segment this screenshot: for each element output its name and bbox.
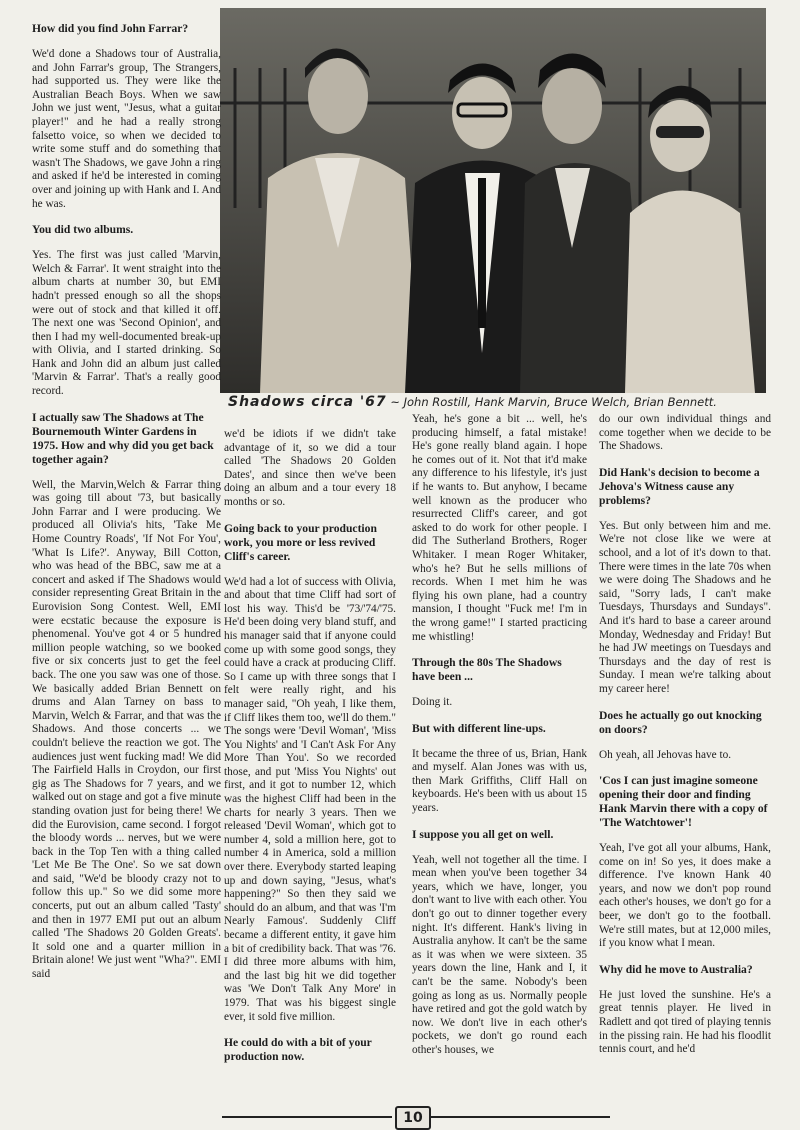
interview-question: You did two albums. [32,223,134,237]
interview-answer: Yeah, well not together all the time. I mean when you've been together 34 years, which we have, longer, you don't want to live with each other. You don't go out to dinner together every night. It's different. Hank's living in Australia anyhow. It can't be the same as it was when we were sixteen. 35 years down the line, Hank and I, it can't be the same. Nobody's been going as long as us. Normally people have retired and got the gold watch by now. We don't live in each other's pockets, we don't go round each other's houses, we [412,853,587,1056]
column-2 [224,428,396,1076]
interview-question: 'Cos I can just imagine someone opening their door and finding Hank Marvin there with a copy of 'The Watchtower'! [599,774,768,830]
interview-answer: Oh yeah, all Jehovas have to. [599,748,732,761]
interview-answer: We'd had a lot of success with Olivia, and about that time Cliff had sort of lost his way. This'd be '73/'74/'75. He'd been doing very bland stuff, and his manager said that if anyone could come up with some good songs, they could have a crack at producing Cliff. So I came up with three songs that I felt were really right, and his manager said, "Oh yeah, I like them, if Cliff likes them too, we'll do them." The songs were 'Devil Woman', 'Miss You Nights' and 'I Can't Ask For Any More Than You'. So we recorded those, and put 'Miss You Nights' out first, and it got to number 12, which was the highest Cliff had been in the charts for nearly 3 years. Then we released 'Devil Woman', which got to number 4, sold a million here, got to number 4 in America, sold a million over there. Everybody started leaping up and down saying, "Jesus, what's happening?" So then they said we should do an album, and that was 'I'm Nearly Famous'. Suddenly Cliff became a different entity, it gave him a bit of credibility back. That was '76. I did three more albums with him, and the last big hit we did together was 'We Don't Talk Any More' in 1979. That was his biggest single ever, it sold five million. [224,575,396,1023]
column-4 [599,413,771,1069]
band-photo-illustration [220,8,766,393]
interview-answer: Doing it. [412,696,453,709]
interview-question: Going back to your production work, you more or less revived Cliff's career. [224,521,377,563]
interview-question: Through the 80s The Shadows have been ... [412,656,562,684]
interview-question: I suppose you all get on well. [412,827,554,841]
interview-answer: we'd be idiots if we didn't take advantage of it, so we did a tour called 'The Shadows 20 Golden Dates', and since then we've been doing an album and a tour every 18 months or so. [224,428,396,508]
interview-answer: Yeah, he's gone a bit ... well, he's producing himself, a fatal mistake! He's gone really bland again. I hope he comes out of it. Not that it'd make any difference to his lifestyle, it's just if he wants to. But anyhow, I became well known as the producer who resurrected Cliff's career, and got asked to do work for other people. I did The Sutherland Brothers, Roger Whitaker. I mean Roger Whitaker, who's he? But he sells millions of records. When I met him he was flying his own plane, had a country mansion, I thought "Fuck me! I'm in the wrong game!" I started practicing me whistling! [412,413,587,643]
page-number: 10 [395,1106,431,1130]
interview-question: Did Hank's decision to become a Jehova's Witness cause any problems? [599,465,760,507]
interview-answer: Yes. But only between him and me. We're not close like we were at school, and a lot of it's down to that. There were times in the late 70s when we were doing The Shadows and he said, "Sorry lads, I can't make Tuesdays, Thursdays and Sundays". And it's hard to base a career around Monday, Wednesday and Friday! But he had JW meetings on Tuesdays and Thursdays and the day of rest is Sunday. I mean we're talking about my career here! [599,519,771,695]
photo-caption [228,394,788,410]
interview-answer: We'd done a Shadows tour of Australia, and John Farrar's group, The Strangers, had supported us. They were like the Australian Beach Boys. When we saw John we just went, "Jesus, what a guitar player!" and he had a really strong falsetto voice, so when we decided to write some stuff and do something that wasn't The Shadows, we gave John a ring and asked if he'd be interested in coming over and joining up with Hank and I. And he was. [32,48,221,210]
interview-answer: Yeah, I've got all your albums, Hank, come on in! So yes, it does make a difference. I've known Hank 40 years, and now we don't pop round each other's houses, we don't go for a beer, we don't go to the football. We're still mates, but at 12,000 miles, if you know what I mean. [599,842,771,950]
interview-question: How did you find John Farrar? [32,22,189,35]
page-rule-left [222,1116,392,1118]
column-1 [32,22,221,994]
caption-names: ~ John Rostill, Hank Marvin, Bruce Welch, Brian Bennett. [390,395,717,409]
interview-question: I actually saw The Shadows at The Bournemouth Winter Gardens in 1975. How and why did you get back together again? [32,410,214,466]
interview-answer: It became the three of us, Brian, Hank and myself. Alan Jones was with us, then Mark Griffiths, Cliff Hall on keyboards. He's been with us about 15 years. [412,747,587,815]
interview-question: He could do with a bit of your production now. [224,1036,372,1064]
caption-title: Shadows circa '67 [228,394,387,410]
interview-question: Does he actually go out knocking on doors? [599,708,762,736]
column-3 [412,413,587,1070]
page-rule-right [430,1116,610,1118]
interview-answer: Yes. The first was just called 'Marvin, Welch & Farrar'. It went straight into the album charts at number 30, but EMI hadn't pressed enough so all the shops were out of stock and that killed it off. The next one was 'Second Opinion', and then I had my well-documented break-up with Olivia, and I started drinking. So Hank and John did an album just called 'Marvin & Farrar'. That's a really good record. [32,249,221,398]
interview-answer: He just loved the sunshine. He's a great tennis player. He lived in Radlett and qot tired of playing tennis in the pissing rain. He had his floodlit tennis court, and he'd [599,988,771,1056]
interview-question: But with different line-ups. [412,721,546,735]
band-photo [220,8,766,393]
interview-question: Why did he move to Australia? [599,962,753,976]
interview-answer: Well, the Marvin,Welch & Farrar thing was going till about '73, but basically John Farrar and I were producing. We produced all Olivia's hits, 'Take Me Home Country Roads', 'If Not For You', 'What Is Life?'. Anyway, Bill Cotton, who was head of the BBC, saw me at a concert and asked if The Shadows would consider representing Great Britain in the Eurovision Song Contest. Well, EMI were ecstatic because the exposure is phenomenal. You've got 4 or 5 hundred million people watching, so we booked five or six concerts just to get the feel back. The one you saw was one of those. We basically added Brian Bennett on drums and Alan Tarney on bass to Marvin, Welch & Farrar, and that was the Shadows. And those concerts ... we couldn't believe the reaction we got. The audiences just went fucking mad! We did The Fairfield Halls in Croydon, our first gig as The Shadows for 7 years, and we walked out on stage and got a five minute standing ovation just for being there! We did the Eurovision, came second. I forgot the bloody words ... nerves, but we were back in the Top Ten with a thing called 'Let Me Be The One'. So we sat down and said, "We'd be bloody crazy not to follow this up." So we did some more concerts, put out an album called 'Tasty' and then in 1977 EMI put out an album called 'The Shadows 20 Golden Greats'. It sold one and a quarter million in Britain alone! We just went "Wha?". EMI said [32,478,221,981]
interview-answer: do our own individual things and come together when we decide to be The Shadows. [599,413,771,453]
